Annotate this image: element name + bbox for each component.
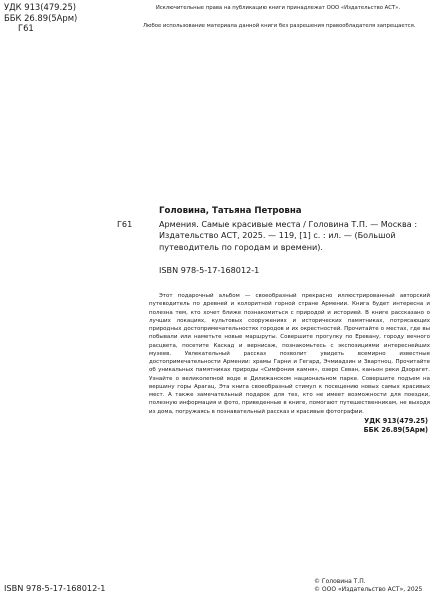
copyright-block	[314, 578, 422, 595]
annotation-paragraph: Этот подарочный альбом — своеобразный прекрасно иллюстрированный авторский путеводитель по древней и колоритной горной стране Армении. Книга будет интересна и полезна тем, кто хочет ближе познакомиться с природой и историей. В книге рассказано о лучших локациях, культовых сооружениях и исторических памятниках, потрясающих природных достопримечательностях городов и их окрестностей. Прочитайте о местах, где вы побывали или наметьте новые маршруты. Совершите прогулку по Еревану, городу вечного расцвета, посетите Каскад и вернисаж, познакомьтесь с экспозициями интереснейших музеев. Увлекательный рассказ позволит увидеть всемирно известные достопримечательности Армении: храмы Гарни и Гегард, Эчмиадзин и Звартноц. Прочитайте об уникальных памятниках природы «Симфония камня», озеро Севан, каньон реки Дзорагет. Узнайте о великолепной воде в Дилижанском национальном парке. Совершите подъем на вершину горы Арагац. Эта книга своеобразный стимул к посещению новых самых красивых мест. А также замечательный подарок для тех, кто не имеет возможности для поездки, полезную информация и фото, приведенные в книге, помогают путешественникам, не выходя из дома, погружаясь в познавательный рассказ и красивые фотографии.	[149, 293, 430, 415]
rights-notice	[143, 5, 416, 30]
author-sign: Г61	[18, 23, 34, 34]
rights-line-exclusive: Исключительные права на публикацию книги принадлежат ООО «Издательство АСТ».	[155, 5, 401, 11]
udk-code-repeat: УДК 913(479.25)	[364, 417, 428, 425]
entry-author-sign: Г61	[117, 219, 133, 229]
entry-isbn: ISBN 978-5-17-168012-1	[159, 265, 260, 275]
rights-line-prohibited: Любое использование материала данной книги без разрешения правообладателя запрещается.	[143, 23, 416, 29]
copyright-publisher: © ООО «Издательство АСТ», 2025	[314, 586, 423, 594]
copyright-author: © Головина Т.П.	[314, 578, 366, 585]
bbk-code-repeat: ББК 26.89(5Арм)	[363, 426, 428, 434]
author-heading: Головина, Татьяна Петровна	[159, 206, 302, 216]
bibliographic-description: Армения. Самые красивые места / Головина Т.П. — Москва : Издательство АСТ, 2025. — 119, [1] с. : ил. — (Большой путеводитель по городам и времени).	[159, 219, 418, 252]
bbk-code: ББК 26.89(5Арм)	[4, 12, 78, 23]
classification-block	[4, 2, 77, 34]
footer-isbn: ISBN 978-5-17-168012-1	[4, 583, 106, 593]
udk-code: УДК 913(479.25)	[4, 2, 77, 12]
classification-repeat	[364, 417, 428, 435]
